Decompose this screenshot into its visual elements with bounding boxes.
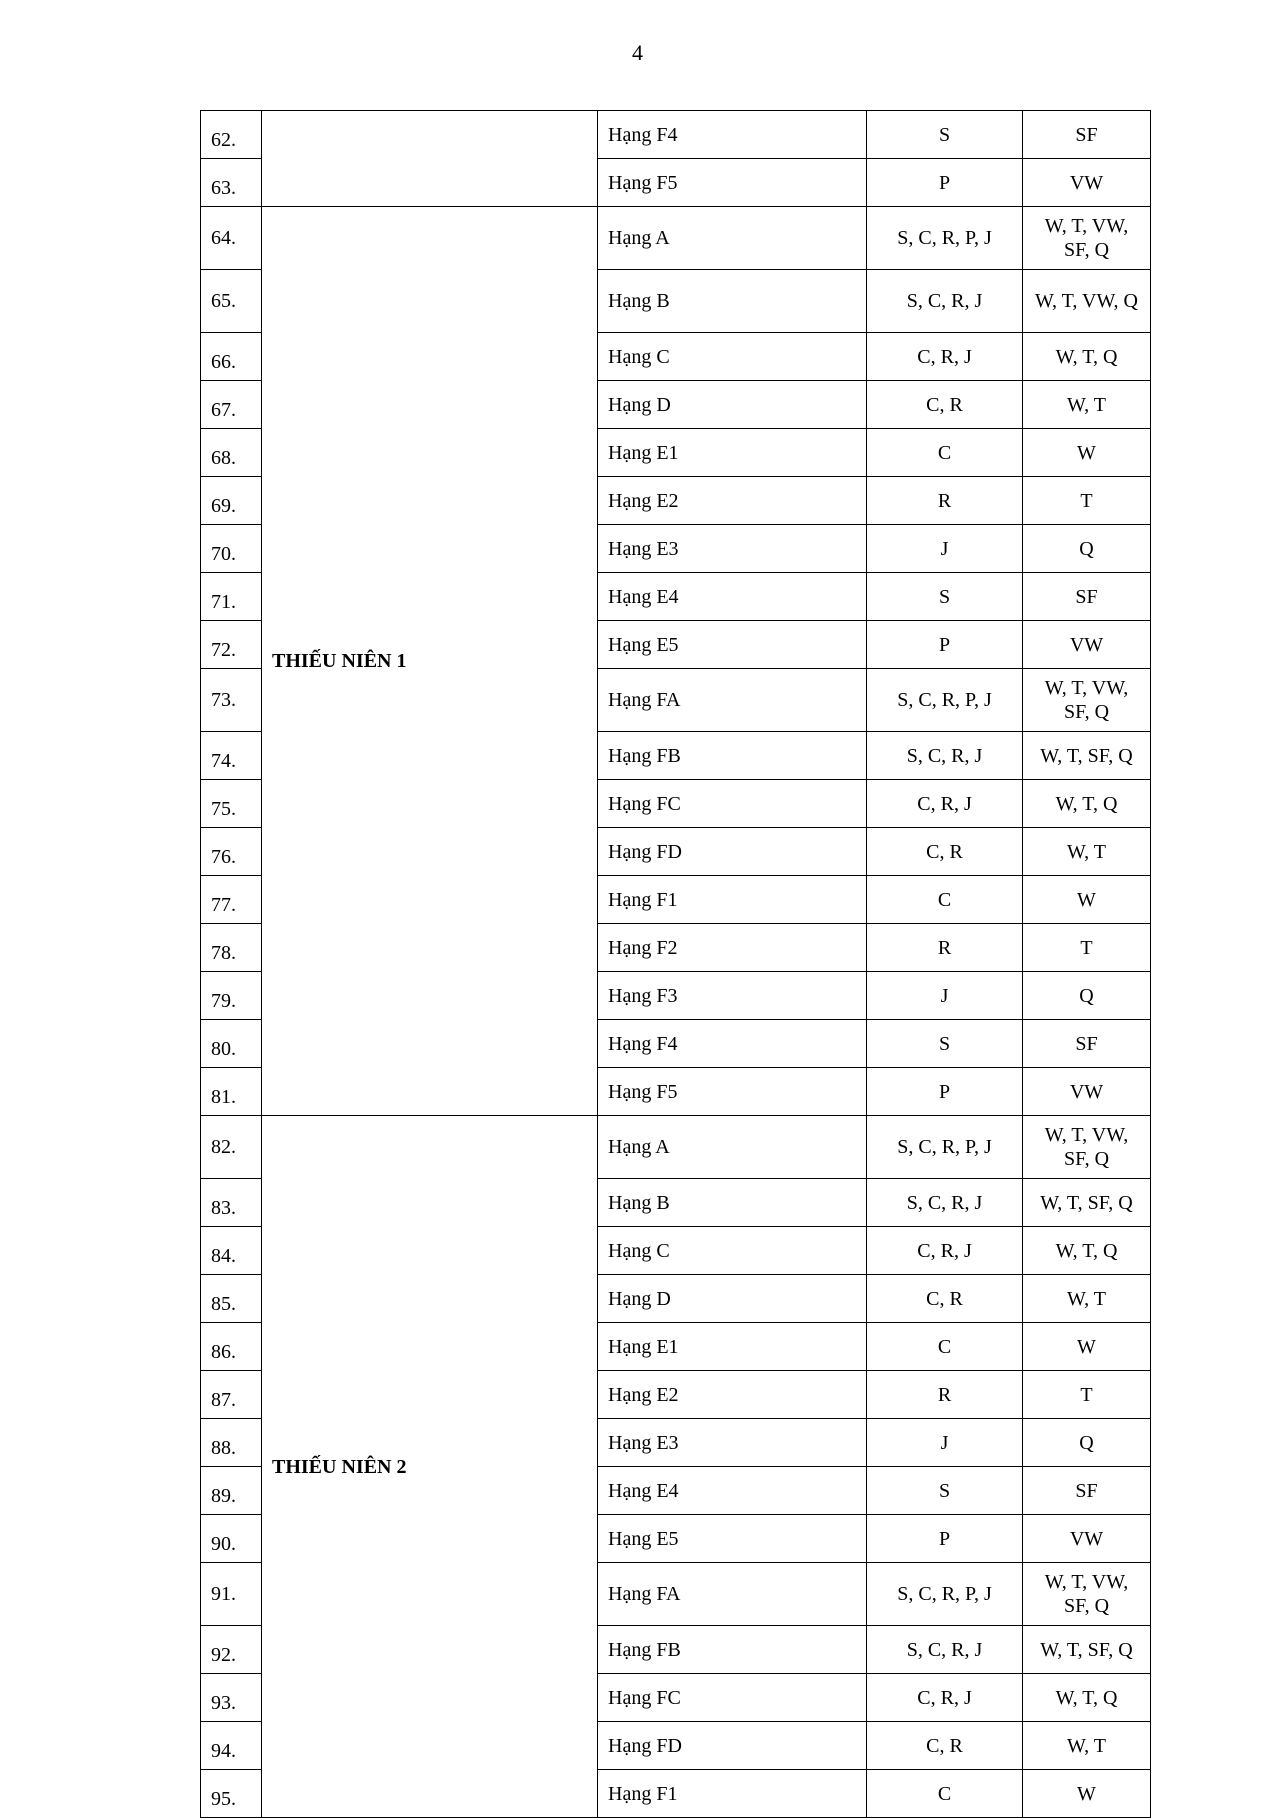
table-row — [201, 111, 1151, 159]
row-number: 67. — [201, 381, 262, 429]
class-cell: Hạng A — [598, 1116, 867, 1179]
class-cell: Hạng E2 — [598, 477, 867, 525]
class-cell: Hạng F5 — [598, 1068, 867, 1116]
category-b-cell: W, T, VW, Q — [1023, 270, 1151, 333]
category-b-cell: SF — [1023, 1020, 1151, 1068]
category-a-cell: C, R, J — [867, 333, 1023, 381]
category-b-cell: T — [1023, 477, 1151, 525]
class-cell: Hạng F2 — [598, 924, 867, 972]
category-b-cell: W, T, SF, Q — [1023, 1179, 1151, 1227]
class-cell: Hạng FA — [598, 1563, 867, 1626]
group-label: THIẾU NIÊN 1 — [262, 207, 598, 1116]
row-number: 80. — [201, 1020, 262, 1068]
category-a-cell: S, C, R, P, J — [867, 1116, 1023, 1179]
row-number: 85. — [201, 1275, 262, 1323]
row-number: 92. — [201, 1626, 262, 1674]
category-a-cell: C — [867, 1770, 1023, 1818]
category-a-cell: S, C, R, J — [867, 1179, 1023, 1227]
category-a-cell: R — [867, 477, 1023, 525]
class-cell: Hạng E1 — [598, 429, 867, 477]
category-b-cell: T — [1023, 924, 1151, 972]
class-cell: Hạng F1 — [598, 876, 867, 924]
class-cell: Hạng F1 — [598, 1770, 867, 1818]
category-b-cell: W — [1023, 1323, 1151, 1371]
row-number: 79. — [201, 972, 262, 1020]
class-cell: Hạng F4 — [598, 111, 867, 159]
category-a-cell: C — [867, 1323, 1023, 1371]
category-a-cell: S — [867, 573, 1023, 621]
row-number: 72. — [201, 621, 262, 669]
category-a-cell: S, C, R, P, J — [867, 669, 1023, 732]
row-number: 93. — [201, 1674, 262, 1722]
category-a-cell: C, R — [867, 1275, 1023, 1323]
row-number: 90. — [201, 1515, 262, 1563]
row-number: 70. — [201, 525, 262, 573]
category-b-cell: Q — [1023, 525, 1151, 573]
category-a-cell: S — [867, 111, 1023, 159]
category-b-cell: W, T, VW, SF, Q — [1023, 207, 1151, 270]
class-cell: Hạng D — [598, 381, 867, 429]
class-cell: Hạng FC — [598, 780, 867, 828]
class-cell: Hạng FD — [598, 828, 867, 876]
row-number: 88. — [201, 1419, 262, 1467]
category-b-cell: W, T, SF, Q — [1023, 1626, 1151, 1674]
row-number: 69. — [201, 477, 262, 525]
category-b-cell: W, T, Q — [1023, 1227, 1151, 1275]
category-a-cell: C, R, J — [867, 1227, 1023, 1275]
class-cell: Hạng B — [598, 270, 867, 333]
category-b-cell: W, T, SF, Q — [1023, 732, 1151, 780]
category-a-cell: S, C, R, J — [867, 270, 1023, 333]
class-cell: Hạng E3 — [598, 1419, 867, 1467]
category-b-cell: W — [1023, 1770, 1151, 1818]
category-b-cell: VW — [1023, 1068, 1151, 1116]
category-b-cell: T — [1023, 1371, 1151, 1419]
classification-table — [200, 110, 1151, 1818]
category-b-cell: W — [1023, 876, 1151, 924]
class-cell: Hạng FB — [598, 732, 867, 780]
category-b-cell: W, T, Q — [1023, 780, 1151, 828]
category-b-cell: W — [1023, 429, 1151, 477]
category-a-cell: C — [867, 876, 1023, 924]
class-cell: Hạng E5 — [598, 1515, 867, 1563]
class-cell: Hạng D — [598, 1275, 867, 1323]
row-number: 76. — [201, 828, 262, 876]
row-number: 95. — [201, 1770, 262, 1818]
category-b-cell: SF — [1023, 573, 1151, 621]
category-b-cell: VW — [1023, 1515, 1151, 1563]
row-number: 75. — [201, 780, 262, 828]
class-cell: Hạng F5 — [598, 159, 867, 207]
row-number: 87. — [201, 1371, 262, 1419]
category-a-cell: P — [867, 159, 1023, 207]
category-a-cell: P — [867, 1515, 1023, 1563]
row-number: 84. — [201, 1227, 262, 1275]
row-number: 71. — [201, 573, 262, 621]
category-a-cell: R — [867, 924, 1023, 972]
class-cell: Hạng E4 — [598, 1467, 867, 1515]
row-number: 86. — [201, 1323, 262, 1371]
category-b-cell: W, T — [1023, 1275, 1151, 1323]
group-label — [262, 111, 598, 207]
table-body — [201, 111, 1151, 1818]
table-row — [201, 207, 1151, 270]
category-a-cell: C, R — [867, 1722, 1023, 1770]
category-b-cell: Q — [1023, 972, 1151, 1020]
row-number: 83. — [201, 1179, 262, 1227]
class-cell: Hạng FB — [598, 1626, 867, 1674]
class-cell: Hạng C — [598, 1227, 867, 1275]
class-cell: Hạng E2 — [598, 1371, 867, 1419]
category-b-cell: W, T, VW, SF, Q — [1023, 1116, 1151, 1179]
category-b-cell: W, T, Q — [1023, 333, 1151, 381]
row-number: 89. — [201, 1467, 262, 1515]
category-a-cell: P — [867, 1068, 1023, 1116]
category-b-cell: Q — [1023, 1419, 1151, 1467]
class-cell: Hạng B — [598, 1179, 867, 1227]
class-cell: Hạng F3 — [598, 972, 867, 1020]
group-label: THIẾU NIÊN 2 — [262, 1116, 598, 1818]
row-number: 73. — [201, 669, 262, 732]
category-a-cell: C, R — [867, 828, 1023, 876]
category-a-cell: R — [867, 1371, 1023, 1419]
row-number: 77. — [201, 876, 262, 924]
row-number: 82. — [201, 1116, 262, 1179]
table-row — [201, 1116, 1151, 1179]
class-cell: Hạng E1 — [598, 1323, 867, 1371]
row-number: 94. — [201, 1722, 262, 1770]
class-cell: Hạng C — [598, 333, 867, 381]
row-number: 66. — [201, 333, 262, 381]
category-b-cell: W, T — [1023, 1722, 1151, 1770]
category-a-cell: S — [867, 1020, 1023, 1068]
row-number: 68. — [201, 429, 262, 477]
category-b-cell: W, T, VW, SF, Q — [1023, 669, 1151, 732]
category-a-cell: S, C, R, J — [867, 732, 1023, 780]
row-number: 81. — [201, 1068, 262, 1116]
row-number: 64. — [201, 207, 262, 270]
category-b-cell: W, T — [1023, 381, 1151, 429]
category-a-cell: P — [867, 621, 1023, 669]
row-number: 62. — [201, 111, 262, 159]
category-a-cell: J — [867, 525, 1023, 573]
row-number: 91. — [201, 1563, 262, 1626]
class-cell: Hạng A — [598, 207, 867, 270]
category-a-cell: C — [867, 429, 1023, 477]
category-a-cell: S, C, R, J — [867, 1626, 1023, 1674]
class-cell: Hạng FD — [598, 1722, 867, 1770]
category-b-cell: VW — [1023, 159, 1151, 207]
class-cell: Hạng FC — [598, 1674, 867, 1722]
class-cell: Hạng F4 — [598, 1020, 867, 1068]
row-number: 78. — [201, 924, 262, 972]
class-cell: Hạng E5 — [598, 621, 867, 669]
class-cell: Hạng E3 — [598, 525, 867, 573]
row-number: 63. — [201, 159, 262, 207]
category-b-cell: SF — [1023, 111, 1151, 159]
category-a-cell: C, R — [867, 381, 1023, 429]
category-b-cell: W, T, Q — [1023, 1674, 1151, 1722]
category-a-cell: S, C, R, P, J — [867, 1563, 1023, 1626]
category-b-cell: SF — [1023, 1467, 1151, 1515]
category-b-cell: VW — [1023, 621, 1151, 669]
category-a-cell: C, R, J — [867, 780, 1023, 828]
category-a-cell: J — [867, 1419, 1023, 1467]
category-a-cell: C, R, J — [867, 1674, 1023, 1722]
category-a-cell: S, C, R, P, J — [867, 207, 1023, 270]
category-b-cell: W, T, VW, SF, Q — [1023, 1563, 1151, 1626]
page-number: 4 — [632, 40, 643, 65]
category-a-cell: J — [867, 972, 1023, 1020]
class-cell: Hạng E4 — [598, 573, 867, 621]
class-cell: Hạng FA — [598, 669, 867, 732]
category-a-cell: S — [867, 1467, 1023, 1515]
category-b-cell: W, T — [1023, 828, 1151, 876]
row-number: 74. — [201, 732, 262, 780]
row-number: 65. — [201, 270, 262, 333]
